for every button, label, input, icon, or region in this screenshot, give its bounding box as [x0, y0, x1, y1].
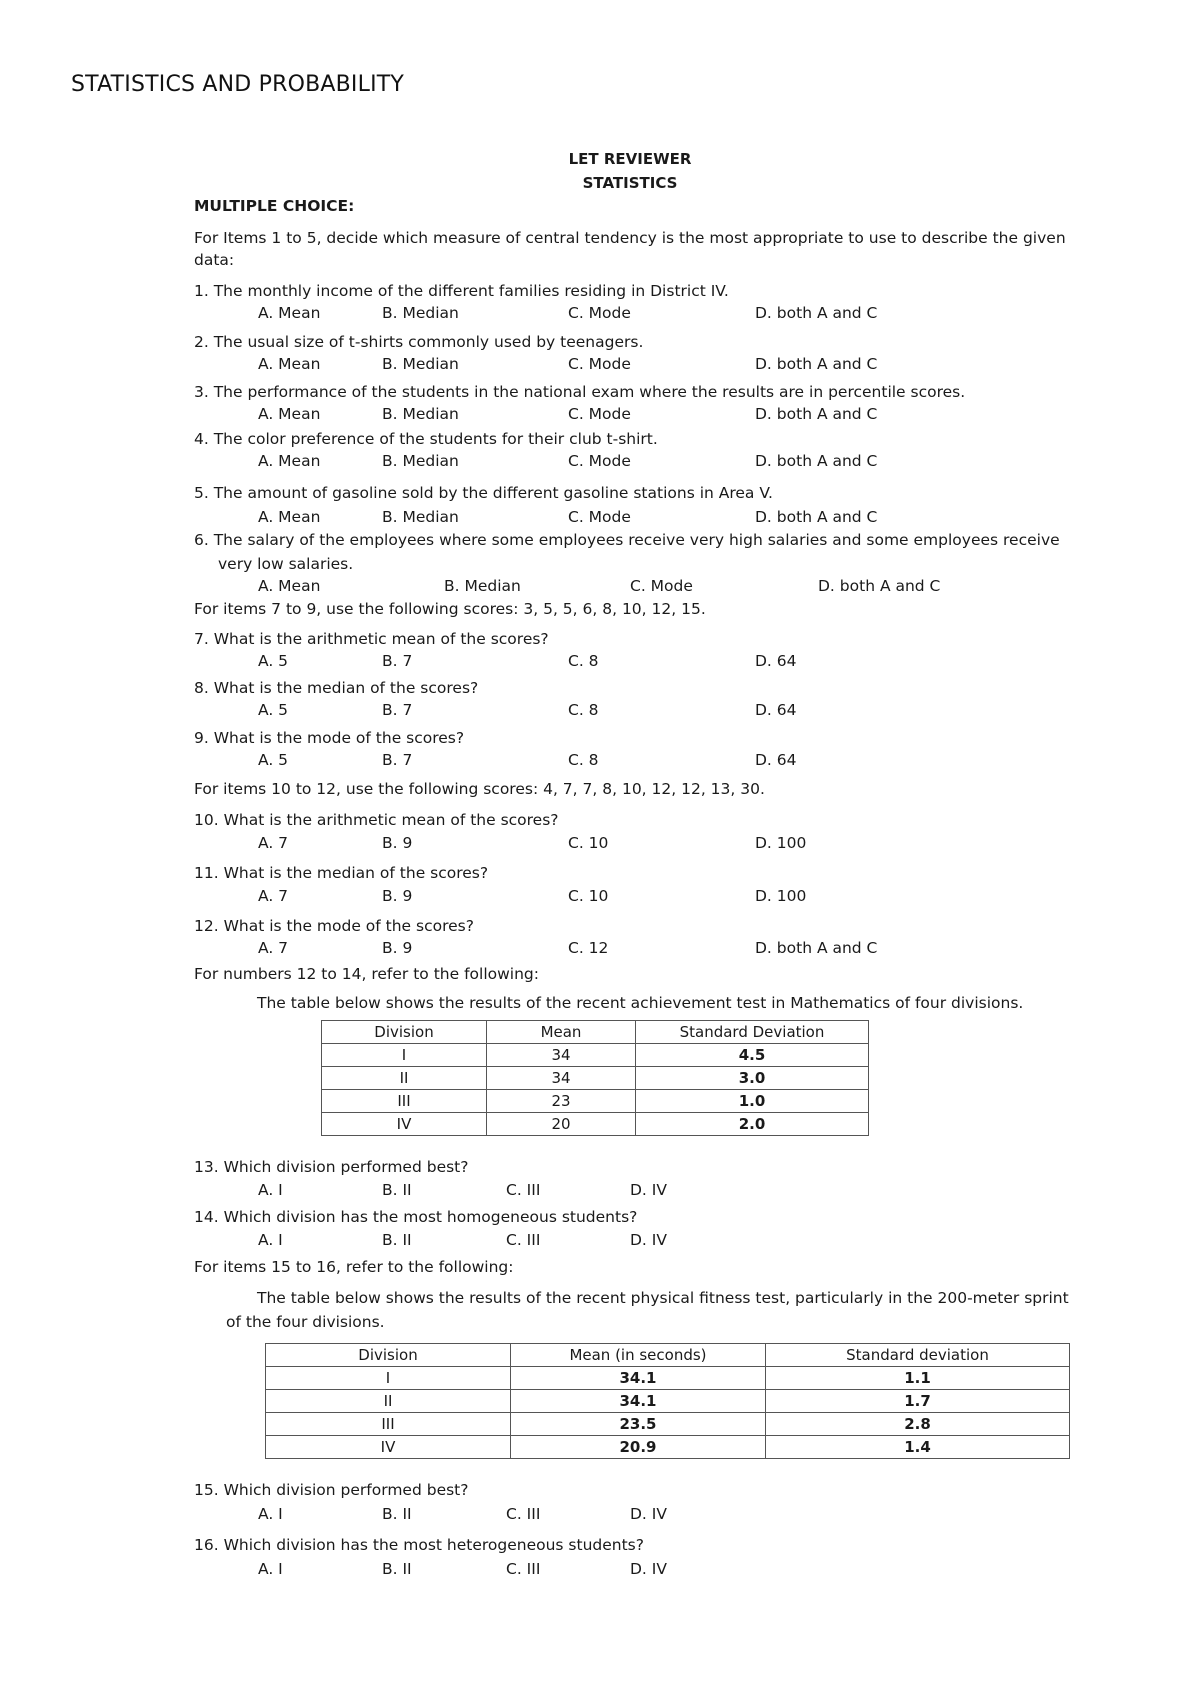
q13-option-b[interactable]: B. II: [382, 1181, 412, 1199]
table2-header-sd: Standard deviation: [766, 1344, 1070, 1367]
table1-cell-sd: 1.0: [636, 1090, 869, 1113]
q6-option-d[interactable]: D. both A and C: [818, 577, 941, 595]
question-14: 14. Which division has the most homogeneous students?: [194, 1208, 638, 1226]
q4-option-b[interactable]: B. Median: [382, 452, 459, 470]
table1-header-sd: Standard Deviation: [636, 1021, 869, 1044]
q8-option-b[interactable]: B. 7: [382, 701, 413, 719]
table2-cell-division: IV: [266, 1436, 511, 1459]
table1-cell-mean: 34: [487, 1044, 636, 1067]
q12-option-a[interactable]: A. 7: [258, 939, 289, 957]
instruction-7-9: For items 7 to 9, use the following scores: 3, 5, 5, 6, 8, 10, 12, 15.: [194, 600, 706, 618]
q7-option-d[interactable]: D. 64: [755, 652, 797, 670]
table1-cell-mean: 20: [487, 1113, 636, 1136]
question-11: 11. What is the median of the scores?: [194, 864, 489, 882]
q4-option-d[interactable]: D. both A and C: [755, 452, 878, 470]
table1-cell-division: IV: [322, 1113, 487, 1136]
question-3: 3. The performance of the students in the national exam where the results are in percentile scores.: [194, 383, 966, 401]
q14-option-b[interactable]: B. II: [382, 1231, 412, 1249]
instruction-1-5-cont: data:: [194, 251, 235, 269]
q3-option-b[interactable]: B. Median: [382, 405, 459, 423]
table2-header-mean: Mean (in seconds): [511, 1344, 766, 1367]
question-1: 1. The monthly income of the different families residing in District IV.: [194, 282, 729, 300]
table2-caption-cont: of the four divisions.: [226, 1313, 385, 1331]
table-row: [322, 1067, 869, 1090]
table2-cell-mean: 23.5: [511, 1413, 766, 1436]
table2-cell-mean: 34.1: [511, 1390, 766, 1413]
table2-cell-sd: 1.4: [766, 1436, 1070, 1459]
q13-option-a[interactable]: A. I: [258, 1181, 283, 1199]
question-12: 12. What is the mode of the scores?: [194, 917, 474, 935]
q2-option-d[interactable]: D. both A and C: [755, 355, 878, 373]
instruction-15-16: For items 15 to 16, refer to the following:: [194, 1258, 514, 1276]
q5-option-b[interactable]: B. Median: [382, 508, 459, 526]
q1-option-c[interactable]: C. Mode: [568, 304, 631, 322]
table-row: [266, 1390, 1070, 1413]
table2-cell-sd: 2.8: [766, 1413, 1070, 1436]
instruction-1-5: For Items 1 to 5, decide which measure of central tendency is the most appropriate to use to describe the given: [194, 229, 1066, 247]
table2-cell-division: III: [266, 1413, 511, 1436]
q10-option-c[interactable]: C. 10: [568, 834, 609, 852]
q7-option-a[interactable]: A. 5: [258, 652, 289, 670]
q12-option-d[interactable]: D. both A and C: [755, 939, 878, 957]
table-row: [322, 1044, 869, 1067]
section-label: MULTIPLE CHOICE:: [194, 197, 355, 215]
q11-option-c[interactable]: C. 10: [568, 887, 609, 905]
table-row: [266, 1436, 1070, 1459]
table-fitness-test: [265, 1343, 1070, 1459]
q16-option-a[interactable]: A. I: [258, 1560, 283, 1578]
table1-cell-sd: 2.0: [636, 1113, 869, 1136]
q15-option-d[interactable]: D. IV: [630, 1505, 667, 1523]
q16-option-d[interactable]: D. IV: [630, 1560, 667, 1578]
question-2: 2. The usual size of t-shirts commonly used by teenagers.: [194, 333, 644, 351]
question-15: 15. Which division performed best?: [194, 1481, 469, 1499]
q11-option-a[interactable]: A. 7: [258, 887, 289, 905]
table1-cell-division: II: [322, 1067, 487, 1090]
question-13: 13. Which division performed best?: [194, 1158, 469, 1176]
table2-header-division: Division: [266, 1344, 511, 1367]
q6-option-c[interactable]: C. Mode: [630, 577, 693, 595]
q2-option-a[interactable]: A. Mean: [258, 355, 321, 373]
table1-cell-sd: 3.0: [636, 1067, 869, 1090]
q13-option-c[interactable]: C. III: [506, 1181, 541, 1199]
table-row: [322, 1090, 869, 1113]
table1-header-mean: Mean: [487, 1021, 636, 1044]
q9-option-b[interactable]: B. 7: [382, 751, 413, 769]
question-10: 10. What is the arithmetic mean of the scores?: [194, 811, 559, 829]
q6-option-b[interactable]: B. Median: [444, 577, 521, 595]
q9-option-c[interactable]: C. 8: [568, 751, 599, 769]
q13-option-d[interactable]: D. IV: [630, 1181, 667, 1199]
table2-cell-mean: 34.1: [511, 1367, 766, 1390]
q14-option-c[interactable]: C. III: [506, 1231, 541, 1249]
table2-header-row: [266, 1344, 1070, 1367]
q16-option-b[interactable]: B. II: [382, 1560, 412, 1578]
table1-cell-division: I: [322, 1044, 487, 1067]
q5-option-a[interactable]: A. Mean: [258, 508, 321, 526]
q1-option-b[interactable]: B. Median: [382, 304, 459, 322]
q9-option-a[interactable]: A. 5: [258, 751, 289, 769]
q10-option-a[interactable]: A. 7: [258, 834, 289, 852]
table2-cell-sd: 1.7: [766, 1390, 1070, 1413]
q9-option-d[interactable]: D. 64: [755, 751, 797, 769]
table2-cell-sd: 1.1: [766, 1367, 1070, 1390]
question-5: 5. The amount of gasoline sold by the different gasoline stations in Area V.: [194, 484, 773, 502]
table2-cell-division: I: [266, 1367, 511, 1390]
q2-option-b[interactable]: B. Median: [382, 355, 459, 373]
question-6-cont: very low salaries.: [218, 555, 354, 573]
q10-option-b[interactable]: B. 9: [382, 834, 413, 852]
instruction-13-14: For numbers 12 to 14, refer to the following:: [194, 965, 539, 983]
q11-option-b[interactable]: B. 9: [382, 887, 413, 905]
table1-cell-mean: 34: [487, 1067, 636, 1090]
q5-option-c[interactable]: C. Mode: [568, 508, 631, 526]
question-16: 16. Which division has the most heterogeneous students?: [194, 1536, 644, 1554]
table-row: [266, 1367, 1070, 1390]
q12-option-c[interactable]: C. 12: [568, 939, 609, 957]
q12-option-b[interactable]: B. 9: [382, 939, 413, 957]
table2-cell-mean: 20.9: [511, 1436, 766, 1459]
document-subtitle: STATISTICS: [582, 174, 678, 192]
document-title: LET REVIEWER: [568, 150, 692, 168]
table-row: [266, 1413, 1070, 1436]
question-9: 9. What is the mode of the scores?: [194, 729, 465, 747]
q8-option-a[interactable]: A. 5: [258, 701, 289, 719]
q3-option-c[interactable]: C. Mode: [568, 405, 631, 423]
q1-option-a[interactable]: A. Mean: [258, 304, 321, 322]
q10-option-d[interactable]: D. 100: [755, 834, 807, 852]
q16-option-c[interactable]: C. III: [506, 1560, 541, 1578]
table1-cell-mean: 23: [487, 1090, 636, 1113]
q3-option-a[interactable]: A. Mean: [258, 405, 321, 423]
question-7: 7. What is the arithmetic mean of the scores?: [194, 630, 549, 648]
q4-option-c[interactable]: C. Mode: [568, 452, 631, 470]
q3-option-d[interactable]: D. both A and C: [755, 405, 878, 423]
q1-option-d[interactable]: D. both A and C: [755, 304, 878, 322]
page-header: STATISTICS AND PROBABILITY: [71, 72, 405, 97]
q7-option-c[interactable]: C. 8: [568, 652, 599, 670]
q2-option-c[interactable]: C. Mode: [568, 355, 631, 373]
q4-option-a[interactable]: A. Mean: [258, 452, 321, 470]
q14-option-a[interactable]: A. I: [258, 1231, 283, 1249]
table2-cell-division: II: [266, 1390, 511, 1413]
q6-option-a[interactable]: A. Mean: [258, 577, 321, 595]
table1-cell-sd: 4.5: [636, 1044, 869, 1067]
q11-option-d[interactable]: D. 100: [755, 887, 807, 905]
q15-option-a[interactable]: A. I: [258, 1505, 283, 1523]
q8-option-d[interactable]: D. 64: [755, 701, 797, 719]
q5-option-d[interactable]: D. both A and C: [755, 508, 878, 526]
table2-caption: The table below shows the results of the recent physical fitness test, particularly in the 200-meter sprint: [257, 1289, 1069, 1307]
question-4: 4. The color preference of the students for their club t-shirt.: [194, 430, 658, 448]
q7-option-b[interactable]: B. 7: [382, 652, 413, 670]
q14-option-d[interactable]: D. IV: [630, 1231, 667, 1249]
table-row: [322, 1113, 869, 1136]
table1-header-row: [322, 1021, 869, 1044]
table1-cell-division: III: [322, 1090, 487, 1113]
table-achievement-test: [321, 1020, 869, 1136]
table1-header-division: Division: [322, 1021, 487, 1044]
q8-option-c[interactable]: C. 8: [568, 701, 599, 719]
q15-option-c[interactable]: C. III: [506, 1505, 541, 1523]
table1-caption: The table below shows the results of the recent achievement test in Mathematics of four divisions.: [257, 994, 1024, 1012]
question-8: 8. What is the median of the scores?: [194, 679, 479, 697]
q15-option-b[interactable]: B. II: [382, 1505, 412, 1523]
question-6: 6. The salary of the employees where some employees receive very high salaries and some employees receive: [194, 531, 1060, 549]
instruction-10-12: For items 10 to 12, use the following scores: 4, 7, 7, 8, 10, 12, 12, 13, 30.: [194, 780, 765, 798]
